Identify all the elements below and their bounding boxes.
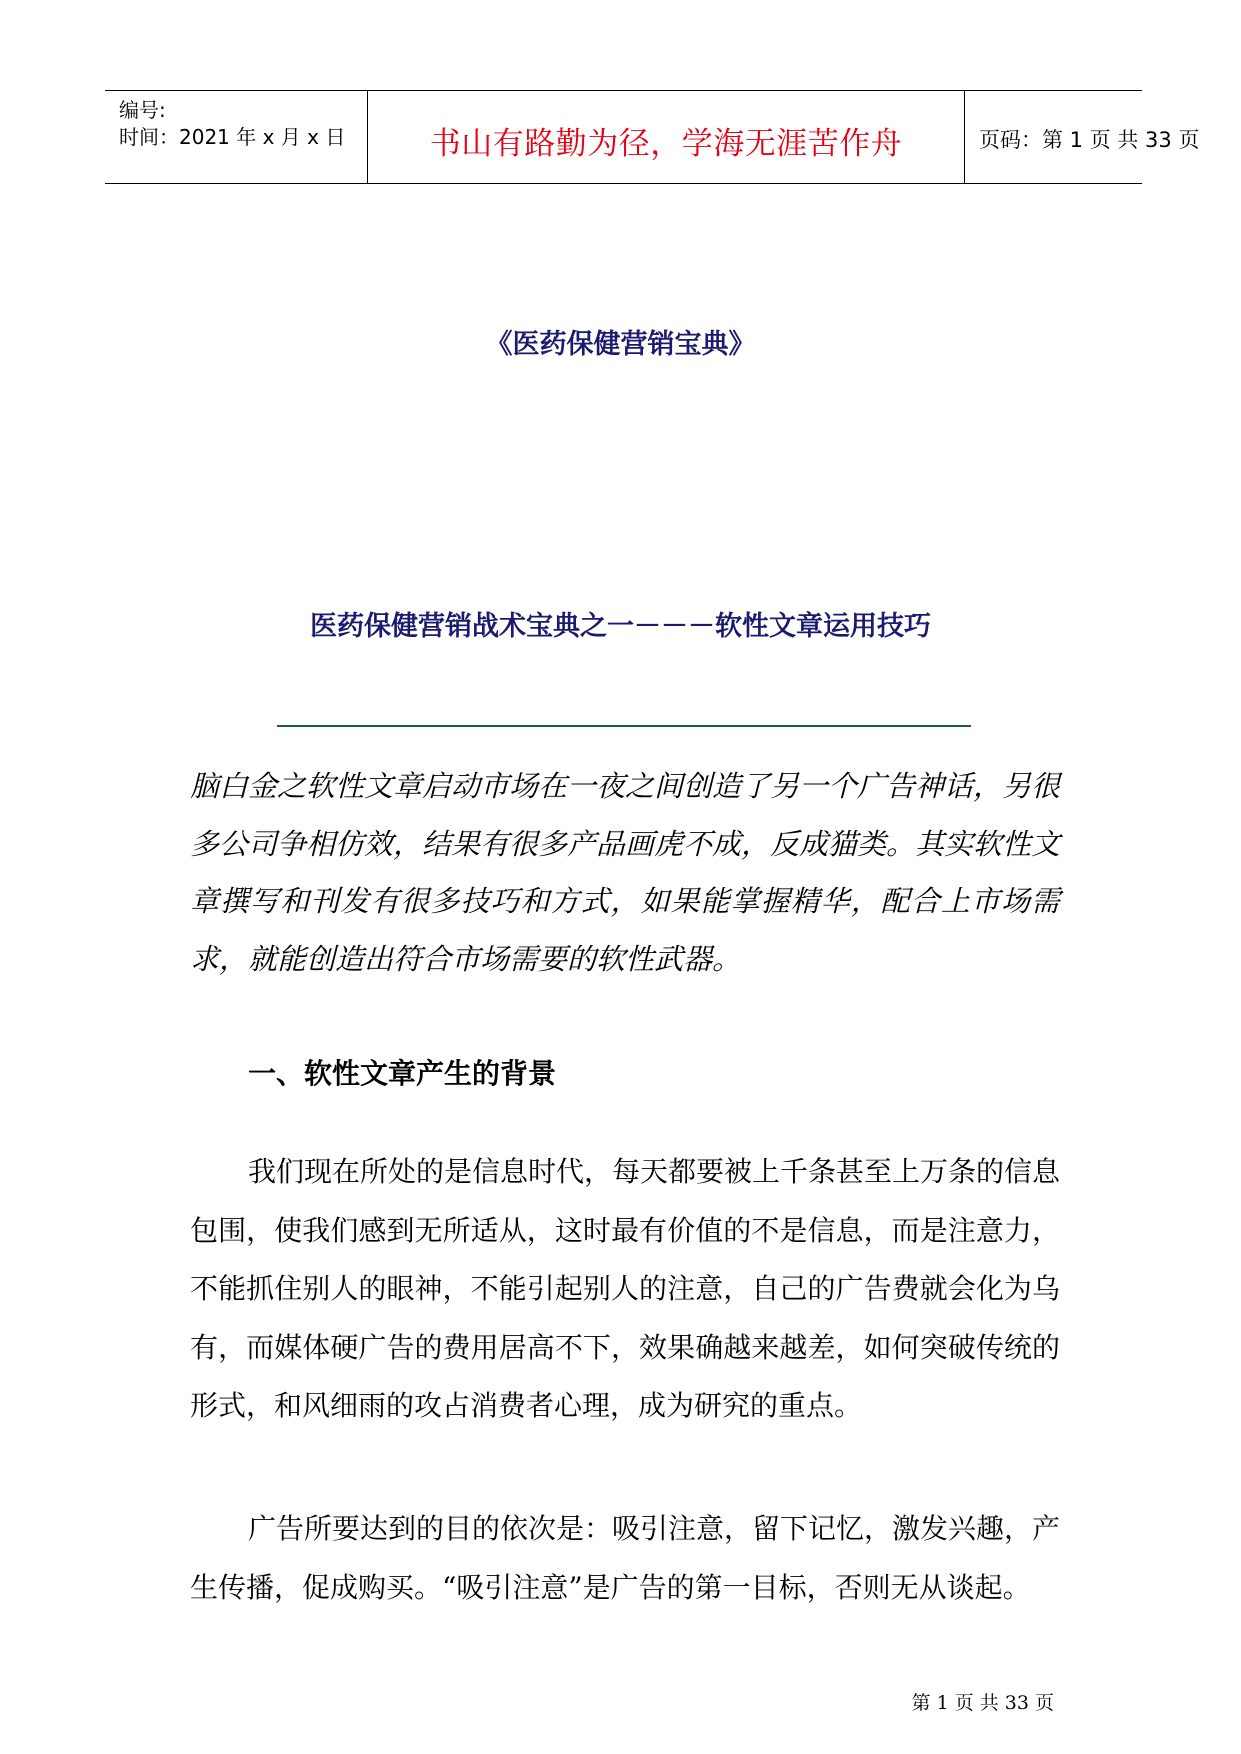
header-meta-cell [105, 91, 368, 183]
title-divider [277, 725, 971, 727]
body-paragraph-1: 我们现在所处的是信息时代，每天都要被上千条甚至上万条的信息包围，使我们感到无所适从，这时最有价值的不是信息，而是注意力，不能抓住别人的眼神，不能引起别人的注意，自己的广告费就会化为乌有，而媒体硬广告的费用居高不下，效果确越来越差，如何突破传统的形式，和风细雨的攻占消费者心理，成为研究的重点。 [190, 1155, 1061, 1422]
page-header [105, 90, 1200, 184]
document-number-label: 编号: [119, 98, 166, 122]
header-motto-cell [368, 91, 965, 183]
header-motto: 书山有路勤为径，学海无涯苦作舟 [429, 126, 903, 162]
body-paragraph-2: 广告所要达到的目的依次是：吸引注意，留下记忆，激发兴趣，产生传播，促成购买。“吸引注意”是广告的第一目标，否则无从谈起。 [190, 1512, 1061, 1604]
header-page-cell [965, 91, 1200, 183]
header-page-info: 页码：第 1 页 共 33 页 [979, 128, 1200, 152]
intro-paragraph: 脑白金之软性文章启动市场在一夜之间创造了另一个广告神话，另很多公司争相仿效，结果有很多产品画虎不成，反成猫类。其实软性文章撰写和刊发有很多技巧和方式，如果能掌握精华，配合上市场需求，就能创造出符合市场需要的软性武器。 [190, 769, 1061, 976]
page-footer: 第 1 页 共 33 页 [911, 1692, 1054, 1714]
section-heading: 一、软性文章产生的背景 [248, 1057, 557, 1090]
book-title: 《医药保健营销宝典》 [485, 329, 756, 360]
document-time-label: 时间：2021 年 x 月 x 日 [119, 125, 346, 149]
chapter-title: 医药保健营销战术宝典之一－－－软性文章运用技巧 [310, 611, 931, 642]
